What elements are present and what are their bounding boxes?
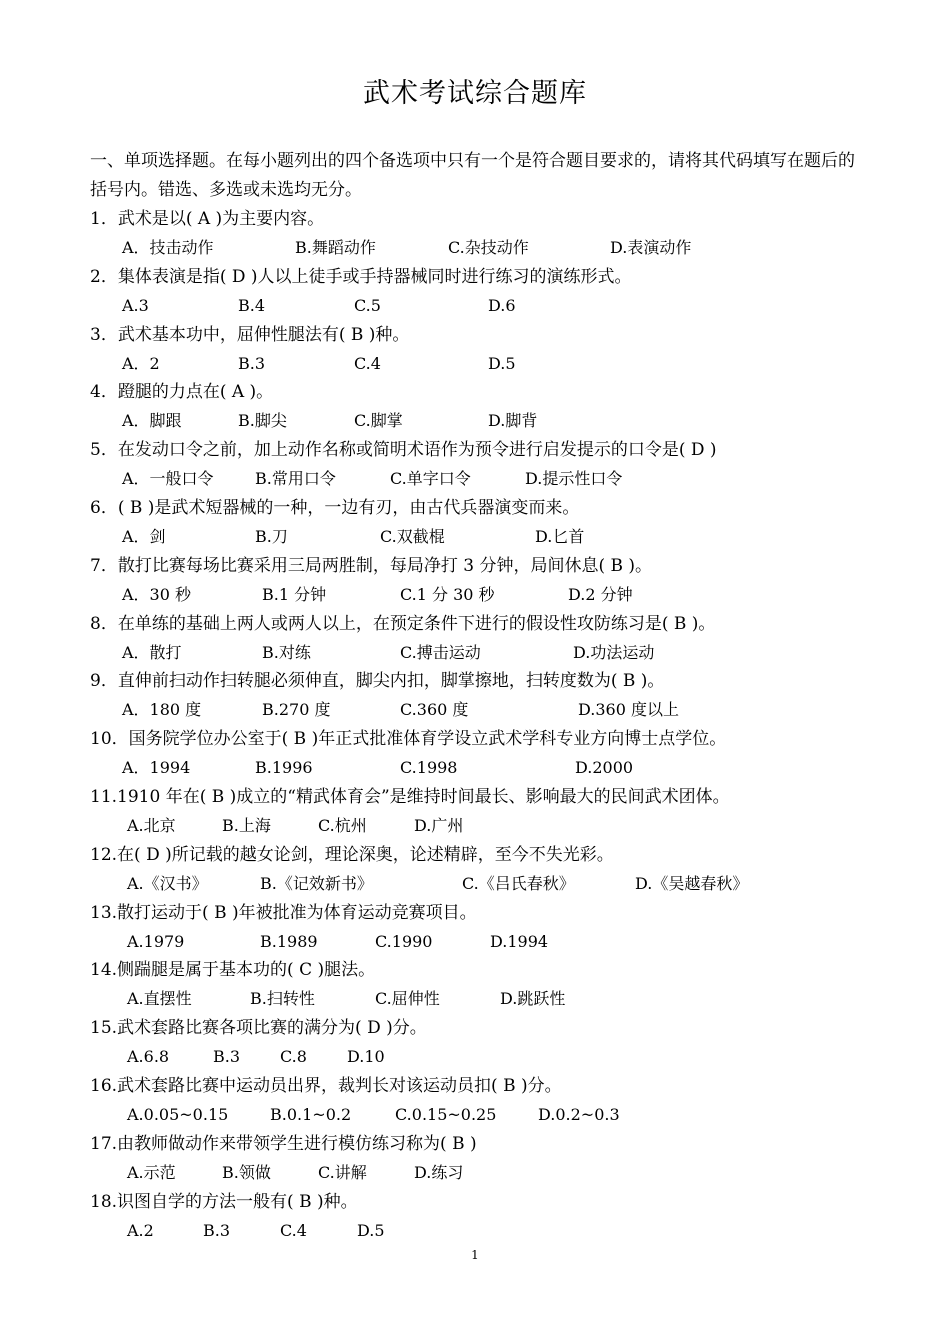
answer-option: D.360 度以上 <box>578 700 679 720</box>
question-item <box>90 263 870 321</box>
answer-option: B.1 分钟 <box>262 584 327 604</box>
answer-option: C.屈伸性 <box>375 989 440 1009</box>
question-text: 15.武术套路比赛各项比赛的满分为( D )分。 <box>90 1018 427 1039</box>
document-title: 武术考试综合题库 <box>363 78 587 109</box>
answer-option: D.脚背 <box>488 411 538 431</box>
answer-option: A．1994 <box>122 758 191 778</box>
question-text: 9．直伸前扫动作扫转腿必须伸直，脚尖内扣，脚掌擦地，扫转度数为( B )。 <box>90 671 665 692</box>
answer-option: D.《吴越春秋》 <box>635 873 749 893</box>
answer-option: D.2000 <box>575 758 634 778</box>
answer-option: B.270 度 <box>262 700 331 720</box>
answer-options <box>90 465 870 494</box>
answer-option: B.1989 <box>260 931 318 951</box>
answer-option: B.对练 <box>262 642 311 662</box>
question-text: 8．在单练的基础上两人或两人以上，在预定条件下进行的假设性攻防练习是( B )。 <box>90 613 716 634</box>
answer-option: D.跳跃性 <box>500 989 566 1009</box>
answer-options <box>90 350 870 379</box>
answer-options <box>90 754 870 783</box>
answer-option: C.5 <box>354 295 381 315</box>
answer-option: C.360 度 <box>400 700 469 720</box>
answer-option: A.2 <box>127 1220 154 1240</box>
answer-options <box>90 523 870 552</box>
answer-option: C.搏击运动 <box>400 642 481 662</box>
question-text: 7．散打比赛每场比赛采用三局两胜制，每局净打 3 分钟，局间休息( B )。 <box>90 555 653 576</box>
answer-option: A.北京 <box>127 815 176 835</box>
question-item <box>90 610 870 668</box>
answer-options <box>90 292 870 321</box>
answer-options <box>90 1101 870 1130</box>
answer-option: A.0.05~0.15 <box>127 1104 229 1124</box>
answer-option: B.领做 <box>222 1162 271 1182</box>
question-item <box>90 205 870 263</box>
question-item <box>90 1072 870 1130</box>
question-item <box>90 956 870 1014</box>
answer-option: B.3 <box>238 353 266 373</box>
answer-options <box>90 928 870 957</box>
answer-option: B.《记效新书》 <box>260 873 373 893</box>
answer-option: A.《汉书》 <box>127 873 208 893</box>
answer-option: A．2 <box>122 353 160 373</box>
page-number: 1 <box>471 1248 479 1262</box>
answer-option: A．一般口令 <box>122 469 214 489</box>
answer-option: B.脚尖 <box>238 411 287 431</box>
question-item <box>90 899 870 957</box>
answer-option: B.常用口令 <box>255 469 336 489</box>
answer-option: C.双截棍 <box>380 526 445 546</box>
answer-option: A．剑 <box>122 526 166 546</box>
answer-option: A．脚跟 <box>122 411 182 431</box>
question-text: 3．武术基本功中，屈伸性腿法有( B )种。 <box>90 324 410 345</box>
answer-option: B.3 <box>203 1220 231 1240</box>
answer-option: C.4 <box>354 353 381 373</box>
question-text: 16.武术套路比赛中运动员出界，裁判长对该运动员扣( B )分。 <box>90 1075 562 1096</box>
answer-option: D.5 <box>488 353 516 373</box>
answer-options <box>90 812 870 841</box>
answer-option: B.舞蹈动作 <box>295 238 376 257</box>
answer-option: D.10 <box>347 1047 385 1067</box>
question-item <box>90 783 870 841</box>
answer-option: C.4 <box>280 1220 307 1240</box>
answer-option: C.讲解 <box>318 1162 367 1182</box>
question-text: 6．( B )是武术短器械的一种，一边有刃，由古代兵器演变而来。 <box>90 497 580 518</box>
answer-option: D.提示性口令 <box>525 469 623 489</box>
question-item <box>90 1014 870 1072</box>
answer-option: D.2 分钟 <box>568 584 633 604</box>
answer-option: C.8 <box>280 1047 307 1067</box>
answer-option: A.6.8 <box>127 1047 170 1067</box>
answer-option: C.1998 <box>400 758 458 778</box>
answer-option: D.练习 <box>414 1162 464 1182</box>
question-text: 12.在( D )所记载的越女论剑，理论深奥，论述精辟，至今不失光彩。 <box>90 844 614 865</box>
answer-option: A．技击动作 <box>122 238 214 257</box>
answer-option: C.0.15~0.25 <box>395 1104 497 1124</box>
answer-option: D.5 <box>357 1220 385 1240</box>
answer-option: C.脚掌 <box>354 411 403 431</box>
answer-options <box>90 696 870 725</box>
answer-option: B.0.1~0.2 <box>270 1104 352 1124</box>
question-item <box>90 841 870 899</box>
question-item <box>90 321 870 379</box>
question-text: 10．国务院学位办公室于( B )年正式批准体育学设立武术学科专业方向博士点学位。 <box>90 729 727 750</box>
question-text: 18.识图自学的方法一般有( B )种。 <box>90 1191 358 1212</box>
question-text: 5．在发动口令之前，加上动作名称或简明术语作为预令进行启发提示的口令是( D ) <box>90 440 717 461</box>
answer-options <box>90 581 870 610</box>
answer-option: A.示范 <box>127 1162 176 1182</box>
answer-option: D.0.2~0.3 <box>538 1104 620 1124</box>
answer-option: B.1996 <box>255 758 313 778</box>
question-item <box>90 667 870 725</box>
answer-option: B.上海 <box>222 815 271 835</box>
question-item <box>90 552 870 610</box>
answer-option: A.3 <box>122 295 149 315</box>
answer-option: B.刀 <box>255 526 288 546</box>
answer-options <box>90 985 870 1014</box>
answer-option: D.6 <box>488 295 516 315</box>
question-text: 17.由教师做动作来带领学生进行模仿练习称为( B ) <box>90 1133 477 1154</box>
question-text: 11.1910 年在( B )成立的“精武体育会”是维持时间最长、影响最大的民间武术团体。 <box>90 786 730 807</box>
question-item <box>90 1130 870 1188</box>
answer-option: B.3 <box>213 1047 241 1067</box>
answer-options <box>90 407 870 436</box>
question-text: 2．集体表演是指( D )人以上徒手或手持器械同时进行练习的演练形式。 <box>90 266 632 287</box>
answer-option: C.单字口令 <box>390 469 471 489</box>
answer-option: A．180 度 <box>122 700 202 720</box>
answer-option: C.1990 <box>375 931 433 951</box>
question-list <box>90 205 870 1245</box>
answer-options <box>90 870 870 899</box>
question-item <box>90 1188 870 1246</box>
answer-options <box>90 234 870 263</box>
answer-option: D.功法运动 <box>573 642 655 662</box>
question-text: 4．蹬腿的力点在( A )。 <box>90 382 274 403</box>
answer-option: C.《吕氏春秋》 <box>462 873 575 893</box>
question-item <box>90 725 870 783</box>
answer-option: D.1994 <box>490 931 549 951</box>
question-text: 14.侧踹腿是属于基本功的( C )腿法。 <box>90 960 376 981</box>
answer-options <box>90 1159 870 1188</box>
question-item <box>90 378 870 436</box>
answer-option: D.广州 <box>414 815 464 835</box>
question-item <box>90 494 870 552</box>
answer-option: B.扫转性 <box>250 989 315 1009</box>
answer-option: A．30 秒 <box>122 584 192 604</box>
answer-option: D.表演动作 <box>610 238 692 257</box>
answer-option: A．散打 <box>122 642 182 662</box>
answer-options <box>90 1043 870 1072</box>
answer-options <box>90 1217 870 1246</box>
answer-options <box>90 639 870 668</box>
question-item <box>90 436 870 494</box>
answer-option: A.1979 <box>127 931 185 951</box>
question-text: 1．武术是以( A )为主要内容。 <box>90 209 325 229</box>
answer-option: A.直摆性 <box>127 989 192 1009</box>
answer-option: B.4 <box>238 295 266 315</box>
answer-option: C.杂技动作 <box>448 238 529 257</box>
question-text: 13.散打运动于( B )年被批准为体育运动竞赛项目。 <box>90 902 477 923</box>
answer-option: D.匕首 <box>535 526 585 546</box>
section-instructions: 一、单项选择题。在每小题列出的四个备选项中只有一个是符合题目要求的，请将其代码填写在题后的括号内。错选、多选或未选均无分。 <box>90 151 855 200</box>
answer-option: C.杭州 <box>318 815 367 835</box>
answer-option: C.1 分 30 秒 <box>400 584 495 604</box>
